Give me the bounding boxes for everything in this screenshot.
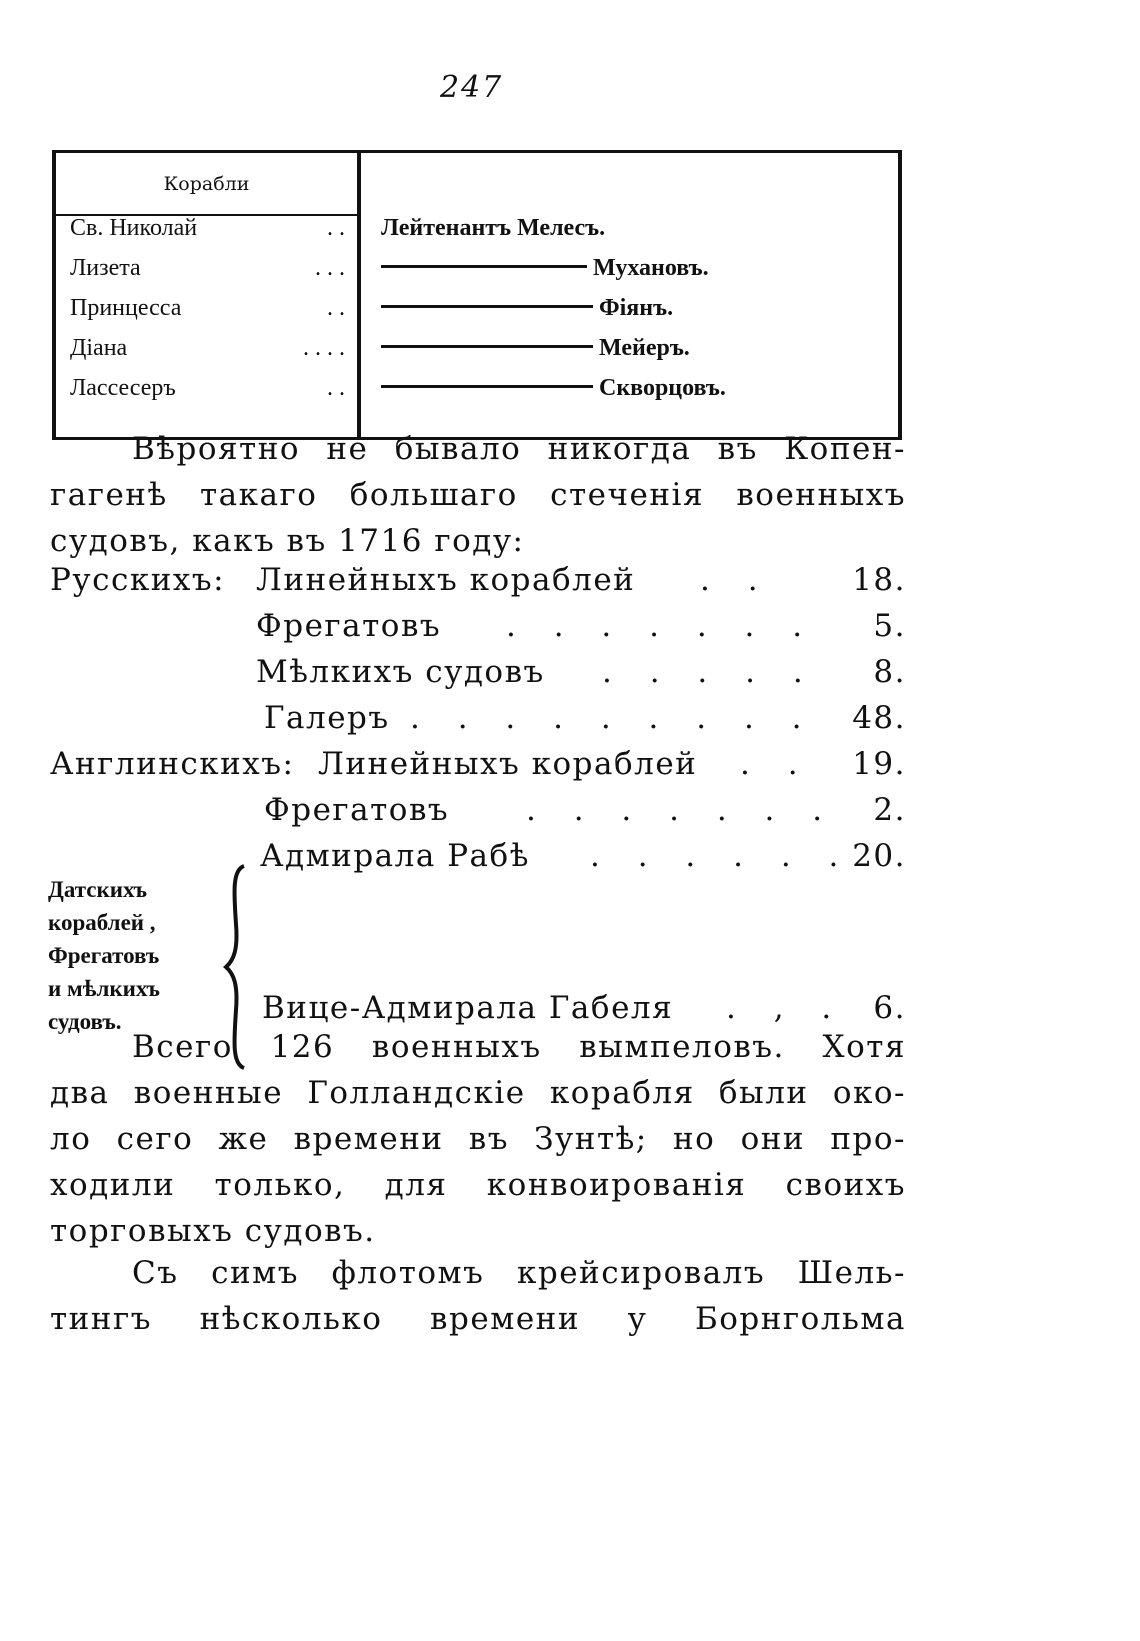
label-line: Фрегатовъ — [48, 943, 160, 968]
paragraph-intro — [50, 426, 906, 564]
fleet-group: Русскихъ: — [50, 562, 226, 598]
ship-name: Лизета . . . — [70, 255, 345, 281]
fleet-leader: . . . . . . — [590, 838, 853, 874]
fleet-count: 2. — [873, 792, 906, 828]
fleet-type: Мѣлкихъ судовъ — [256, 654, 545, 690]
fleet-leader: . , . — [726, 990, 846, 1026]
paragraph-cruise — [50, 1250, 906, 1342]
table-row — [56, 295, 898, 335]
fleet-leader: . . . . . — [602, 654, 817, 690]
label-line: кораблей , — [48, 910, 156, 935]
commander-name: Фіянъ. — [381, 295, 673, 322]
text-line: ло сего же времени въ Зунтѣ; но они про- — [50, 1121, 906, 1157]
fleet-type: Галеръ — [264, 700, 390, 736]
fleet-leader: . . . . . . . — [526, 792, 837, 828]
ship-name: Лассесеръ . . — [70, 375, 345, 401]
ship-name: Принцесса . . — [70, 295, 345, 321]
fleet-type: Адмирала Рабѣ — [260, 838, 530, 874]
fleet-item — [50, 608, 906, 654]
text-line: ходили только, для конвоированія своихъ — [50, 1167, 906, 1203]
fleet-leader: . . — [740, 746, 812, 782]
fleet-item — [50, 746, 906, 792]
page-number: 247 — [440, 70, 504, 105]
ship-dots: . . . — [315, 255, 345, 281]
text-line: Вѣроятно не бывало никогда въ Копен- — [132, 431, 906, 467]
ship-name: Діана . . . . — [70, 335, 345, 361]
fleet-count: 19. — [852, 746, 906, 782]
fleet-item — [50, 792, 906, 838]
ship-dots: . . . . — [303, 335, 345, 361]
fleet-count: 6. — [873, 990, 906, 1026]
text-line: два военные Голландскіе корабля были око- — [50, 1075, 906, 1111]
fleet-count: 20. — [852, 838, 906, 874]
fleet-count: 5. — [873, 608, 906, 644]
table-row — [56, 255, 898, 295]
label-line: Датскихъ — [48, 877, 148, 902]
fleet-group: Англинскихъ: — [50, 746, 295, 782]
fleet-item — [50, 654, 906, 700]
fleet-count: 48. — [852, 700, 906, 736]
fleet-leader: . . . . . . . — [506, 608, 817, 644]
table-column-header: Корабли — [163, 173, 250, 195]
commander-name: Скворцовъ. — [381, 375, 726, 402]
text-line: Съ симъ флотомъ крейсировалъ Шель- — [132, 1255, 906, 1291]
commander-name: Лейтенантъ Мелесъ. — [381, 215, 606, 241]
text-line: тингъ нѣсколько времени у Борнгольма — [50, 1301, 906, 1337]
commander-name: Мухановъ. — [381, 255, 709, 282]
fleet-type: Фрегатовъ — [264, 792, 450, 828]
fleet-count: 8. — [873, 654, 906, 690]
text-line: судовъ, какъ въ 1716 году: — [50, 523, 525, 559]
ditto-dash — [381, 305, 593, 308]
ditto-dash — [381, 265, 587, 268]
fleet-item — [50, 562, 906, 608]
fleet-count: 18. — [852, 562, 906, 598]
text-line: торговыхъ судовъ. — [50, 1213, 376, 1249]
table-row — [56, 375, 898, 415]
fleet-type: Вице-Адмирала Габеля — [262, 990, 674, 1026]
label-line: и мѣлкихъ — [48, 976, 160, 1001]
table-row — [56, 215, 898, 255]
fleet-item — [50, 700, 906, 746]
fleet-leader: . . . . . . . . . — [410, 700, 816, 736]
ditto-dash — [381, 385, 593, 388]
fleet-leader: . . — [700, 562, 772, 598]
text-line: Всего 126 военныхъ вымпеловъ. Хотя — [132, 1029, 906, 1065]
table-row — [56, 335, 898, 375]
ship-table — [52, 150, 902, 440]
ship-dots: . . — [327, 295, 345, 321]
text-line: гагенѣ такаго большаго стеченія военныхъ — [50, 477, 906, 513]
commander-name: Мейеръ. — [381, 335, 690, 362]
fleet-type: Линейныхъ кораблей — [318, 746, 698, 782]
fleet-type: Линейныхъ кораблей — [256, 562, 636, 598]
ditto-dash — [381, 345, 593, 348]
ship-name: Св. Николай . . — [70, 215, 345, 241]
ship-dots: . . — [327, 215, 345, 241]
paragraph-total — [50, 1024, 906, 1254]
ship-dots: . . — [327, 375, 345, 401]
fleet-type: Фрегатовъ — [256, 608, 442, 644]
danish-group-label — [48, 873, 228, 1038]
label-line: судовъ. — [48, 1009, 122, 1034]
